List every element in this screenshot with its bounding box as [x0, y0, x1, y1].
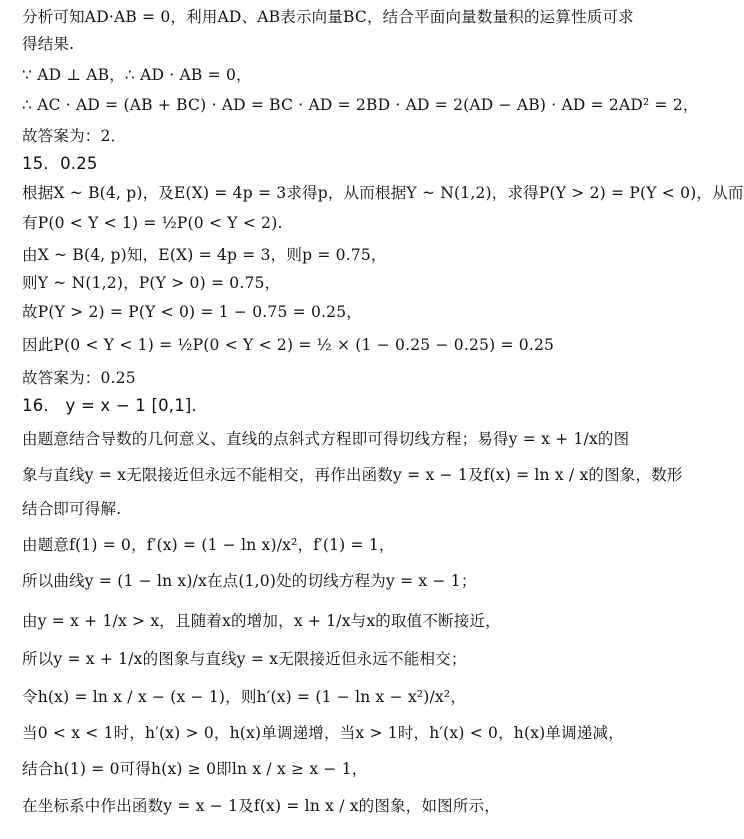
- text-line-10: 则Y ~ N(1,2)，P(Y > 0) = 0.75，: [22, 274, 281, 292]
- text-line-7: 根据X ~ B(4, p)，及E(X) = 4p = 3求得p，从而根据Y ~ N(1,2)，求得P(Y > 2) = P(Y < 0)，从而: [22, 184, 744, 202]
- text-line-12: 因此P(0 < Y < 1) = ½P(0 < Y < 2) = ½ × (1 − 0.25 − 0.25) = 0.25: [22, 336, 555, 354]
- text-line-4: ∴ AC · AD = (AB + BC) · AD = BC · AD = 2BD · AD = 2(AD − AB) · AD = 2AD² = 2，: [22, 96, 699, 114]
- text-line-18: 由题意f(1) = 0，f′(x) = (1 − ln x)/x²，f′(1) = 1，: [22, 536, 395, 554]
- text-line-22: 令h(x) = ln x / x − (x − 1)，则h′(x) = (1 − ln x − x²)/x²，: [22, 688, 467, 706]
- text-line-19: 所以曲线y = (1 − ln x)/x在点(1,0)处的切线方程为y = x − 1；: [22, 572, 477, 590]
- text-line-2: 得结果.: [22, 35, 75, 53]
- problem-16-heading: 16． y = x − 1 [0,1]．: [22, 396, 209, 415]
- text-line-23: 当0 < x < 1时，h′(x) > 0，h(x)单调递增，当x > 1时，h′(x) < 0，h(x)单调递减，: [22, 724, 624, 742]
- text-line-9: 由X ~ B(4, p)知，E(X) = 4p = 3，则p = 0.75，: [22, 246, 387, 264]
- text-line-13: 故答案为：0.25: [22, 369, 136, 387]
- text-line-11: 故P(Y > 2) = P(Y < 0) = 1 − 0.75 = 0.25，: [22, 303, 362, 321]
- text-line-1: 分析可知AD·AB = 0，利用AD、AB表示向量BC，结合平面向量数量积的运算性质可求: [22, 8, 634, 26]
- text-line-20: 由y = x + 1/x > x，且随着x的增加，x + 1/x与x的取值不断接近，: [22, 612, 501, 630]
- text-line-16: 象与直线y = x无限接近但永远不能相交，再作出函数y = x − 1及f(x) = ln x / x的图象，数形: [22, 466, 683, 484]
- text-line-17: 结合即可得解.: [22, 500, 122, 518]
- text-line-15: 由题意结合导数的几何意义、直线的点斜式方程即可得切线方程；易得y = x + 1/x的图: [22, 430, 630, 448]
- text-line-25: 在坐标系中作出函数y = x − 1及f(x) = ln x / x的图象，如图所示，: [22, 797, 500, 815]
- text-line-3: ∵ AD ⊥ AB，∴ AD · AB = 0，: [22, 66, 252, 84]
- text-line-24: 结合h(1) = 0可得h(x) ≥ 0即ln x / x ≥ x − 1，: [22, 760, 368, 778]
- text-line-5: 故答案为：2．: [22, 127, 127, 145]
- text-line-8: 有P(0 < Y < 1) = ½P(0 < Y < 2).: [22, 214, 283, 232]
- text-line-21: 所以y = x + 1/x的图象与直线y = x无限接近但永远不能相交；: [22, 650, 467, 668]
- problem-15-heading: 15．0.25: [22, 154, 98, 173]
